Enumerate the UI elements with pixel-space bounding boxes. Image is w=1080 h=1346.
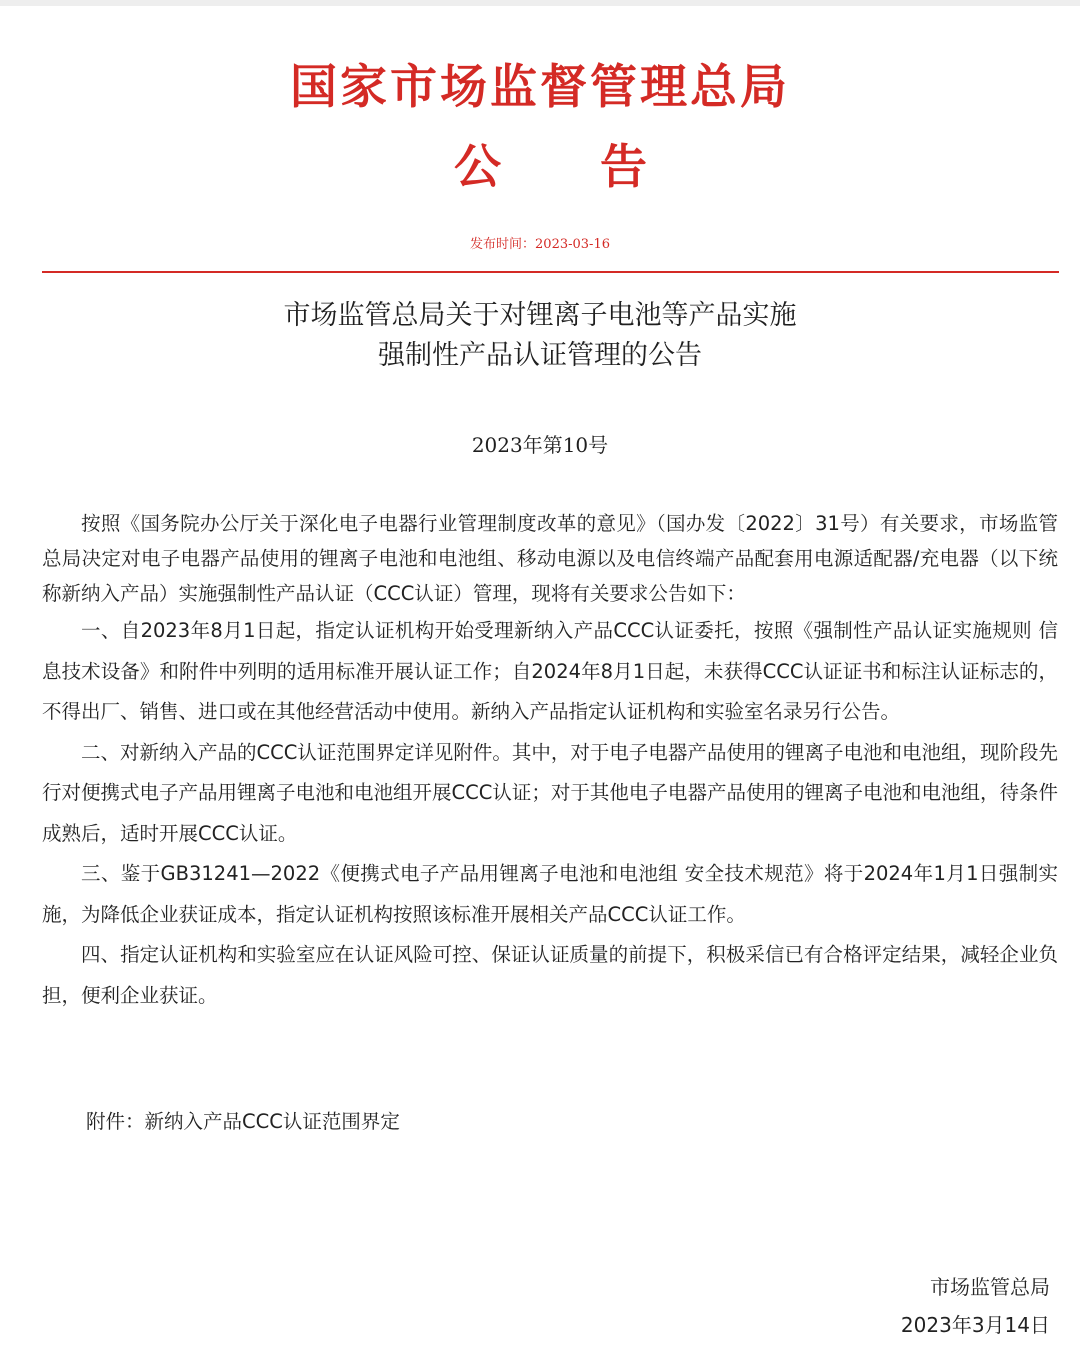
paragraph-item-4: 四、指定认证机构和实验室应在认证风险可控、保证认证质量的前提下，积极采信已有合格评定结果，减轻企业负担，便利企业获证。 <box>42 943 1058 1007</box>
title-line-2: 强制性产品认证管理的公告 <box>378 340 702 371</box>
document-title <box>0 296 1080 376</box>
publish-date: 2023-03-16 <box>535 237 610 252</box>
signatory: 市场监管总局 <box>930 1275 1050 1299</box>
paragraph-item-3: 三、鉴于GB31241—2022《便携式电子产品用锂离子电池和电池组 安全技术规范》将于2024年1月1日强制实施，为降低企业获证成本，指定认证机构按照该标准开展相关产品CCC认证工作。 <box>42 862 1058 926</box>
paragraph-item-2: 二、对新纳入产品的CCC认证范围界定详见附件。其中，对于电子电器产品使用的锂离子电池和电池组，现阶段先行对便携式电子产品用锂离子电池和电池组开展CCC认证；对于其他电子电器产品使用的锂离子电池和电池组，待条件成熟后，适时开展CCC认证。 <box>42 740 1058 845</box>
notice-char-2: 告 <box>600 140 647 195</box>
agency-name: 国家市场监督管理总局 <box>290 60 790 115</box>
attachment-note: 附件：新纳入产品CCC认证范围界定 <box>86 1110 400 1133</box>
title-line-1: 市场监管总局关于对锂离子电池等产品实施 <box>283 300 797 331</box>
publish-label: 发布时间： <box>470 237 536 252</box>
paragraph-item-1: 一、自2023年8月1日起，指定认证机构开始受理新纳入产品CCC认证委托，按照《强制性产品认证实施规则 信息技术设备》和附件中列明的适用标准开展认证工作；自2024年8月1日起，未获得CCC认证证书和标注认证标志的，不得出厂、销售、进口或在其他经营活动中使用。新纳入产品指定认证机构和实验室名录另行公告。 <box>42 619 1058 723</box>
red-divider <box>42 271 1059 273</box>
publish-time <box>0 233 1080 252</box>
notice-char-1: 公 <box>454 140 501 195</box>
document-body <box>42 506 1058 1016</box>
notice-heading <box>0 130 1080 195</box>
signature-block <box>901 1268 1050 1344</box>
paragraph-intro: 按照《国务院办公厅关于深化电子电器行业管理制度改革的意见》（国办发〔2022〕31号）有关要求，市场监管总局决定对电子电器产品使用的锂离子电池和电池组、移动电源以及电信终端产品配套用电源适配器/充电器（以下统称新纳入产品）实施强制性产品认证（CCC认证）管理，现将有关要求公告如下： <box>42 512 1058 605</box>
top-border <box>0 0 1080 6</box>
sign-date: 2023年3月14日 <box>900 1313 1050 1337</box>
document-number: 2023年第10号 <box>471 433 609 457</box>
